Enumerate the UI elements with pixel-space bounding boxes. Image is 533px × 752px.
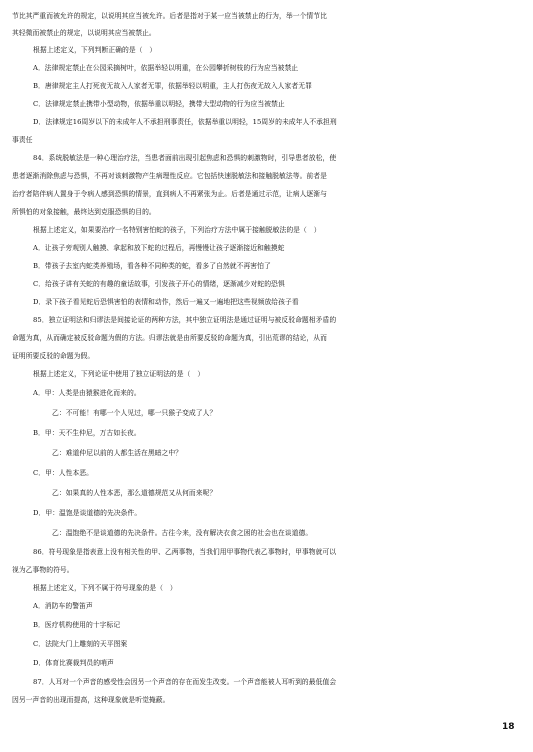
- option-c: C．法律规定禁止携带小型动物，依据举重以明轻，携带大型动物的行为应当被禁止: [33, 100, 285, 108]
- text-line: 治疗者陪伴病人置身于令病人感到恐惧的情景，直到病人不再紧张为止。后者是通过示范，让病人逐渐与: [12, 190, 327, 198]
- text-line: 视为乙事物的符号。: [12, 566, 74, 574]
- option-a-reply: 乙：不可能！有哪一个人见过，哪一只猴子变成了人？: [52, 409, 217, 417]
- option-d: D．法律规定16周岁以下的未成年人不承担刑事责任，依据举重以明轻，15周岁的未成年人不承担刑: [33, 118, 337, 126]
- question-85: 85．独立证明法和归谬法是间接论证的两种方法，其中独立证明法是通过证明与被反驳命题相矛盾的: [33, 316, 337, 324]
- option-b: B．甲：天不生仲尼，万古如长夜。: [33, 429, 141, 437]
- page-number-text: 18: [502, 722, 515, 732]
- option-c: C．给孩子讲有关蛇的有趣的童话故事，引发孩子开心的情绪，逐渐减少对蛇的恐惧: [33, 280, 285, 288]
- text-line: 其轻微而被禁止的规定，以说明其应当被禁止。: [12, 29, 156, 37]
- option-c: C．甲：人性本恶。: [33, 469, 94, 477]
- option-d: D．录下孩子看见蛇后恐惧害怕的表情和动作，然后一遍又一遍地把这些视频放给孩子看: [33, 298, 299, 306]
- option-a: A．消防车的警笛声: [33, 602, 93, 610]
- text-line: 节比其严重而被允许的规定，以说明其应当被允许。后者是指对于某一应当被禁止的行为，举一个情节比: [12, 12, 327, 20]
- question-86: 86．符号现象是指表意上没有相关性的甲、乙两事物，当我们用甲事物代表乙事物时，甲事物就可以: [33, 548, 337, 556]
- option-b: B．医疗机构使用的十字标记: [33, 621, 121, 629]
- option-b: B．唐律规定主人打死夜无故入人家者无罪，依据举轻以明重，主人打伤夜无故入人家者无罪: [33, 82, 312, 90]
- text-line: 所惧怕的对象接触，最终达到克服恐惧的目的。: [12, 208, 156, 216]
- question-84: 84．系统脱敏法是一种心理治疗法，当患者面前出现引起焦虑和恐惧的刺激物时，引导患者放松，使: [33, 154, 337, 162]
- text-line: 患者逐渐消除焦虑与恐惧，不再对该刺激物产生病理性反应。它包括快速脱敏法和接触脱敏法等。前者是: [12, 172, 327, 180]
- option-d-reply: 乙：温饱绝不是谈道德的先决条件。古往今来，没有解决衣食之困的社会也在谈道德。: [52, 529, 313, 537]
- question-prompt: 根据上述定义，如果要治疗一名特别害怕蛇的孩子，下列治疗方法中属于接触脱敏法的是（ ）: [33, 226, 321, 234]
- page-number: [0, 722, 533, 736]
- option-d: D．甲：温饱是谈道德的先决条件。: [33, 509, 142, 517]
- text-line: 证明所要反驳的命题为假。: [12, 352, 95, 360]
- question-prompt: 根据上述定义，下列不属于符号现象的是（ ）: [33, 584, 177, 592]
- option-b-reply: 乙：难道仲尼以前的人都生活在黑暗之中？: [52, 449, 183, 457]
- option-d: D．体育比赛裁判员的哨声: [33, 659, 114, 667]
- text-line: 事责任: [12, 136, 33, 144]
- option-b: B．带孩子去室内蛇类养殖场，看各种不同种类的蛇，看多了自然就不再害怕了: [33, 262, 271, 270]
- text-line: 命题为真，从而确定被反驳命题为假的方法。归谬法就是由所要反驳的命题为真，引出荒谬的结论，从而: [12, 334, 327, 342]
- option-c: C．法院大门上雕刻的天平图案: [33, 640, 128, 648]
- text-line: 因另一声音的出现而提高，这种现象就是听觉掩蔽。: [12, 696, 170, 704]
- question-prompt: 根据上述定义，下列判断正确的是（ ）: [33, 46, 157, 54]
- option-a: A．让孩子旁观别人触摸、拿起和放下蛇的过程后，再慢慢让孩子逐渐接近和触摸蛇: [33, 244, 285, 252]
- option-c-reply: 乙：如果真的人性本恶，那么道德规范又从何而来呢？: [52, 489, 217, 497]
- question-prompt: 根据上述定义，下列论证中使用了独立证明法的是（ ）: [33, 370, 205, 378]
- option-a: A．法律规定禁止在公园采摘树叶，依据举轻以明重，在公园攀折树枝的行为应当被禁止: [33, 64, 299, 72]
- question-87: 87．人耳对一个声音的感受性会因另一个声音的存在而发生改变。一个声音能被人耳听到的最低值会: [33, 678, 337, 686]
- option-a: A．甲：人类是由猿猴进化而来的。: [33, 389, 141, 397]
